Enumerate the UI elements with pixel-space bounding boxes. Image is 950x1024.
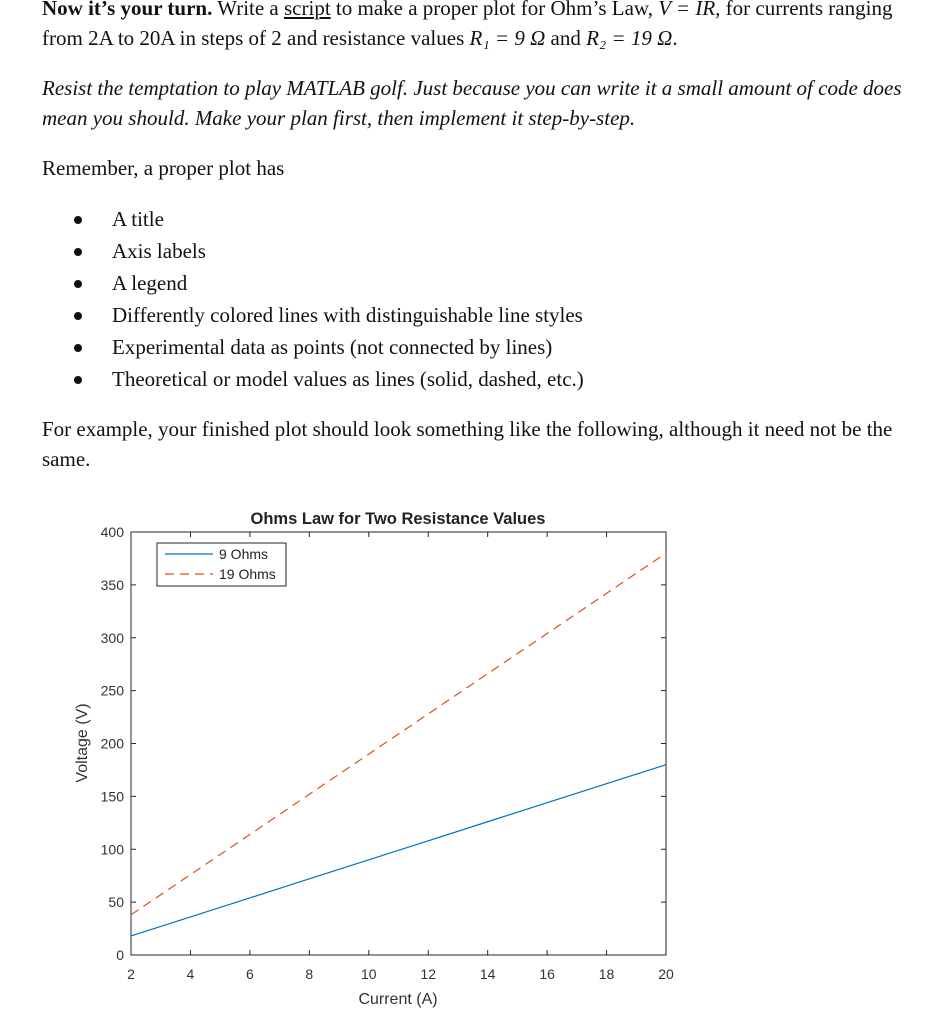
list-item: A title (112, 204, 164, 234)
y-tick-label: 150 (100, 788, 124, 805)
y-tick-label: 0 (116, 947, 124, 963)
r2-value: R₂ = 19 Ω (586, 26, 673, 50)
intro-text-b: to make a proper plot for Ohm’s Law, (330, 0, 659, 20)
x-tick-label: 12 (420, 966, 437, 982)
x-axis-label: Current (A) (358, 991, 438, 1008)
legend-label: 19 Ohms (219, 566, 276, 582)
list-item: Experimental data as points (not connected by lines) (112, 332, 552, 362)
y-axis-label: Voltage (V) (74, 703, 91, 783)
x-tick-label: 14 (479, 966, 496, 982)
list-item: Axis labels (112, 236, 206, 266)
y-tick-label: 50 (108, 894, 124, 911)
list-item: Differently colored lines with distinguishable line styles (112, 300, 583, 330)
x-tick-label: 16 (539, 966, 555, 982)
intro-text-a: Write a (212, 0, 284, 20)
y-tick-label: 350 (100, 576, 124, 593)
intro-text-d: and (545, 26, 587, 50)
list-item: A legend (112, 268, 187, 298)
y-tick-label: 200 (100, 735, 124, 752)
chart-title: Ohms Law for Two Resistance Values (250, 510, 546, 528)
legend-label: 9 Ohms (219, 546, 269, 562)
x-tick-label: 18 (598, 966, 615, 982)
x-tick-label: 6 (245, 966, 254, 982)
y-tick-label: 400 (100, 524, 124, 540)
y-tick-label: 300 (100, 629, 124, 646)
y-tick-label: 250 (100, 682, 124, 699)
remember-paragraph: Remember, a proper plot has (42, 156, 285, 180)
list-item: Theoretical or model values as lines (solid, dashed, etc.) (112, 364, 584, 394)
ohms-law-formula: V = IR (658, 0, 716, 20)
plot-area (131, 532, 666, 955)
x-tick-label: 4 (186, 966, 195, 982)
script-word: script (284, 0, 331, 20)
example-paragraph: For example, your finished plot should look something like the following, although it need not be the same. (42, 417, 893, 471)
x-tick-label: 10 (360, 966, 377, 982)
r1-value: R₁ = 9 Ω (469, 26, 546, 50)
x-tick-label: 2 (127, 966, 135, 982)
intro-text-e: . (672, 26, 678, 50)
x-tick-label: 20 (658, 966, 674, 982)
warning-paragraph: Resist the temptation to play MATLAB golf. Just because you can write it a small amount of code does mean you should. Make your plan first, then implement it step-by-step. (42, 76, 902, 130)
x-tick-label: 8 (305, 966, 314, 982)
intro-lead: Now it’s your turn. (42, 0, 213, 20)
intro-text-c: , for currents ranging from 2A to 20A in steps of 2 and resistance values (42, 0, 893, 50)
y-tick-label: 100 (100, 841, 124, 858)
